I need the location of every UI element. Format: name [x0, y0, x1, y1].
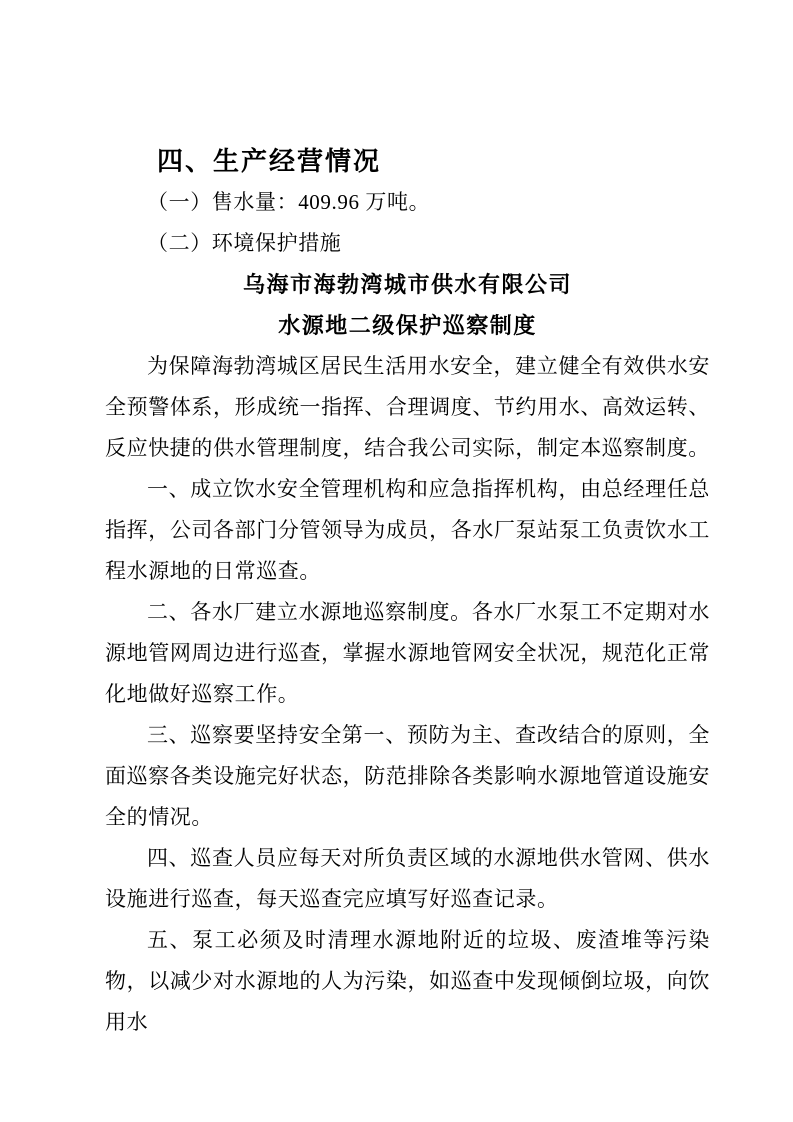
section-heading: 四、生产经营情况 — [157, 146, 382, 176]
list-item-sales-volume: （一）售水量：409.96 万吨。 — [147, 190, 431, 214]
paragraph-item-2: 二、各水厂建立水源地巡察制度。各水厂水泵工不定期对水源地管网周边进行巡查，掌握水源地管网安全状况，规范化正常化地做好巡察工作。 — [105, 600, 710, 706]
list-item-environment-protection: （二）环境保护措施 — [147, 231, 342, 255]
paragraph-item-5: 五、泵工必须及时清理水源地附近的垃圾、废渣堆等污染物，以减少对水源地的人为污染，如巡查中发现倾倒垃圾，向饮用水 — [105, 928, 710, 1034]
document-content — [105, 141, 710, 1043]
paragraph-preamble: 为保障海勃湾城区居民生活用水安全，建立健全有效供水安全预警体系，形成统一指挥、合理调度、节约用水、高效运转、反应快捷的供水管理制度，结合我公司实际，制定本巡察制度。 — [105, 354, 710, 460]
paragraph-item-1: 一、成立饮水安全管理机构和应急指挥机构，由总经理任总指挥，公司各部门分管领导为成员，各水厂泵站泵工负责饮水工程水源地的日常巡查。 — [105, 477, 710, 583]
paragraph-item-3: 三、巡察要坚持安全第一、预防为主、查改结合的原则，全面巡察各类设施完好状态，防范排除各类影响水源地管道设施安全的情况。 — [105, 723, 710, 829]
paragraph-item-4: 四、巡查人员应每天对所负责区域的水源地供水管网、供水设施进行巡查，每天巡查完应填写好巡查记录。 — [105, 846, 710, 911]
company-title: 乌海市海勃湾城市供水有限公司 — [242, 272, 572, 297]
regulation-title: 水源地二级保护巡察制度 — [278, 313, 537, 338]
